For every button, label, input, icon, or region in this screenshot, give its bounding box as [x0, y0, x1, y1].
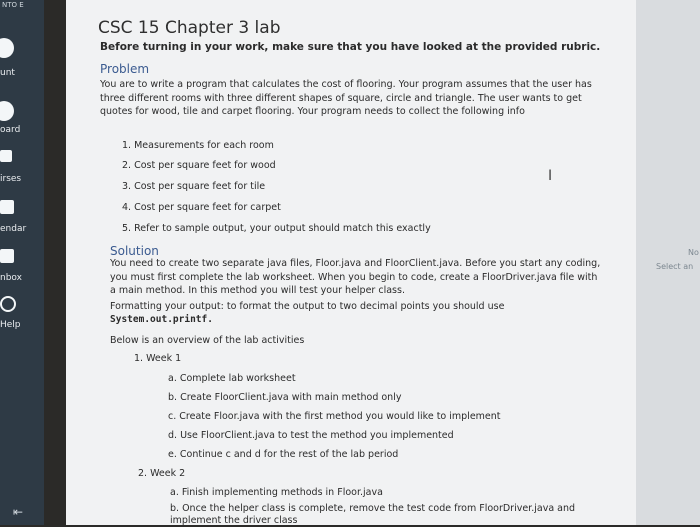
problem-list-item: 5. Refer to sample output, your output should match this exactly: [122, 223, 431, 234]
formatting-code: System.out.printf.: [110, 314, 213, 325]
sidebar-top-label: NTO E: [2, 1, 24, 9]
text-cursor-icon: I: [548, 168, 553, 184]
sidebar-item-label: nbox: [0, 273, 22, 283]
week1-item: e. Continue c and d for the rest of the lab period: [168, 449, 399, 460]
calendar-icon: [0, 200, 14, 214]
problem-paragraph: You are to write a program that calculates the cost of flooring. Your program assumes that the user has three different rooms with three different shapes of square, circle and triangle. The user wants to get quotes for wood, tile and carpet flooring. Your program needs to collect the following info: [100, 79, 592, 117]
week1-label: 1. Week 1: [134, 353, 182, 364]
overview-paragraph: Below is an overview of the lab activities: [110, 335, 305, 346]
inbox-icon: [0, 249, 14, 263]
week1-item: c. Create Floor.java with the first method you would like to implement: [168, 411, 501, 422]
right-panel-hint: Select an: [656, 262, 694, 271]
global-navigation-sidebar: [0, 0, 44, 525]
right-panel: [636, 0, 700, 525]
sidebar-item-label: endar: [0, 224, 27, 234]
sidebar-item-account[interactable]: [0, 38, 44, 84]
problem-list-item: 1. Measurements for each room: [122, 140, 274, 151]
rubric-notice: Before turning in your work, make sure that you have looked at the provided rubric.: [100, 41, 601, 53]
week1-item: d. Use FloorClient.java to test the method you implemented: [168, 430, 454, 441]
courses-icon: [0, 150, 12, 162]
problem-list-item: 3. Cost per square feet for tile: [122, 181, 266, 192]
week2-item: b. Once the helper class is complete, remove the test code from FloorDriver.java and implement the driver class: [170, 503, 576, 526]
week1-item: b. Create FloorClient.java with main method only: [168, 392, 402, 403]
sidebar-item-label: irses: [0, 174, 22, 184]
week2-item: a. Finish implementing methods in Floor.java: [170, 487, 383, 498]
solution-heading: Solution: [110, 244, 159, 258]
problem-list-item: 2. Cost per square feet for wood: [122, 160, 276, 171]
page-title: CSC 15 Chapter 3 lab: [98, 18, 281, 38]
lab-document-page: [66, 0, 636, 525]
sidebar-item-label: unt: [0, 68, 15, 78]
sidebar-item-help[interactable]: [0, 296, 44, 342]
sidebar-item-dashboard[interactable]: [0, 101, 44, 147]
help-icon: [0, 296, 16, 312]
week1-item: a. Complete lab worksheet: [168, 373, 296, 384]
sidebar-item-calendar[interactable]: [0, 200, 44, 246]
solution-paragraph: You need to create two separate java files, Floor.java and FloorClient.java. Before you start any coding, you must first complete the lab worksheet. When you begin to code, create a FloorDriver.java file with a main method. In this method you will test your helper class.: [110, 258, 601, 296]
problem-list-item: 4. Cost per square feet for carpet: [122, 202, 281, 213]
sidebar-item-label: oard: [0, 125, 21, 135]
collapse-arrow-icon[interactable]: ⇤: [13, 505, 24, 519]
dashboard-icon: [0, 101, 14, 121]
sidebar-item-courses[interactable]: [0, 150, 44, 196]
problem-heading: Problem: [100, 62, 150, 76]
account-icon: [0, 38, 14, 58]
right-panel-heading: No: [688, 248, 699, 257]
sidebar-item-label: Help: [0, 320, 21, 330]
sidebar-item-inbox[interactable]: [0, 249, 44, 295]
formatting-paragraph: Formatting your output: to format the output to two decimal points you should use: [110, 301, 505, 312]
week2-label: 2. Week 2: [138, 468, 186, 479]
